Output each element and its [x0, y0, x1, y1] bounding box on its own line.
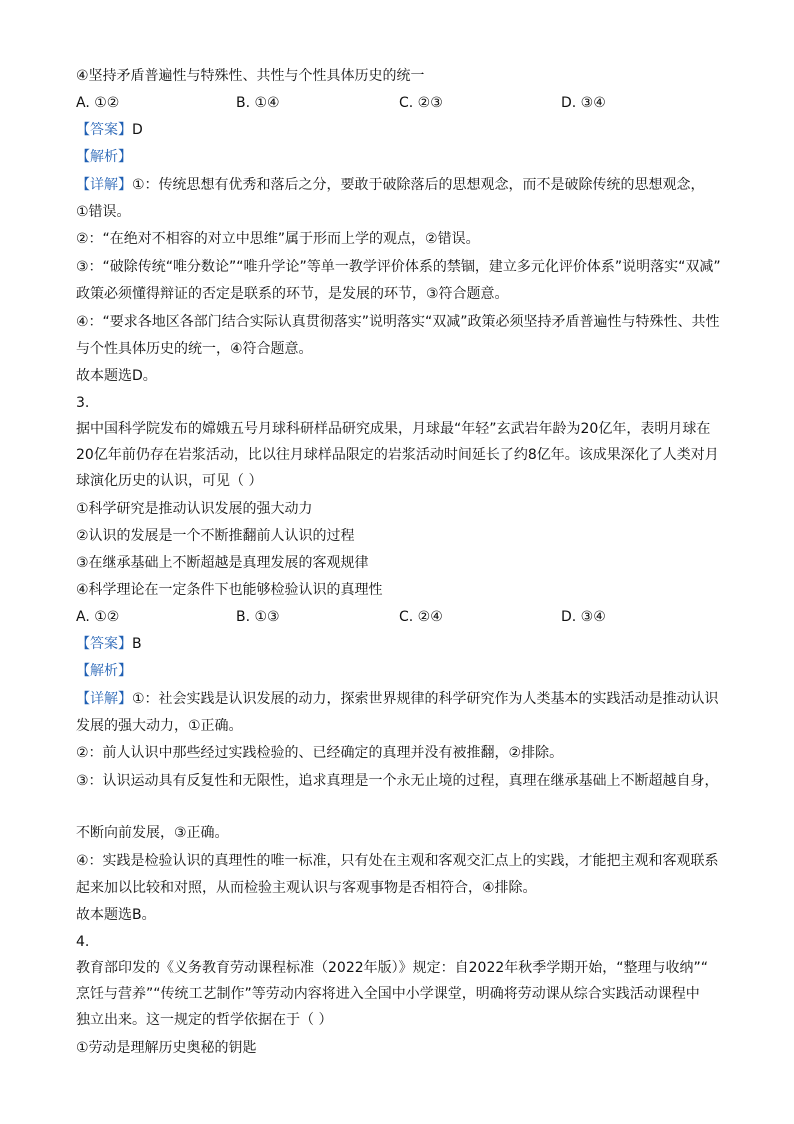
q3-stem-line: 球演化历史的认识，可见（ ）: [76, 473, 263, 489]
q2-detail-line: ②：“在绝对不相容的对立中思维”属于形而上学的观点，②错误。: [76, 231, 480, 247]
q3-option-2: ②认识的发展是一个不断推翻前人认识的过程: [76, 528, 355, 544]
q4-option-1: ①劳动是理解历史奥秘的钥匙: [76, 1040, 257, 1056]
q2-detail-line: 【详解】①：传统思想有优秀和落后之分，要敢于破除落后的思想观念，而不是破除传统的思想观念，: [76, 177, 705, 193]
q2-choice-d: D. ③④: [561, 95, 606, 111]
detail-tag: 【详解】: [76, 177, 132, 193]
answer-value: D: [132, 122, 143, 138]
q3-option-3: ③在继承基础上不断超越是真理发展的客观规律: [76, 555, 369, 571]
answer-value: B: [132, 636, 142, 652]
q2-detail-line: ③：“破除传统“唯分数论”“唯升学论”等单一教学评价体系的禁锢，建立多元化评价体系”说明落实“双减”: [76, 259, 721, 275]
q2-choice-c: C. ②③: [399, 95, 443, 111]
q3-choice-a: A. ①②: [76, 609, 120, 625]
q2-detail-line: ①错误。: [76, 204, 131, 220]
answer-tag: 【答案】: [76, 636, 132, 652]
answer-tag: 【答案】: [76, 122, 132, 138]
q3-detail-line: 起来加以比较和对照，从而检验主观认识与客观事物是否相符合，④排除。: [76, 880, 537, 896]
q3-option-4: ④科学理论在一定条件下也能够检验认识的真理性: [76, 582, 383, 598]
q3-number: 3.: [76, 395, 90, 411]
q2-detail-line: ④：“要求各地区各部门结合实际认真贯彻落实”说明落实“双减”政策必须坚持矛盾普遍性与特殊性、共性: [76, 314, 720, 330]
q4-stem-line: 独立出来。这一规定的哲学依据在于（ ）: [76, 1012, 333, 1028]
q3-answer: [76, 634, 726, 654]
q4-stem-line: 烹饪与营养”“传统工艺制作”等劳动内容将进入全国中小学课堂，明确将劳动课从综合实践活动课程中: [76, 986, 700, 1002]
q3-choice-c: C. ②④: [399, 609, 443, 625]
q3-analysis-tag: 【解析】: [76, 663, 132, 679]
q3-detail-line: ③：认识运动具有反复性和无限性，追求真理是一个永无止境的过程，真理在继承基础上不断超越自身，: [76, 773, 719, 789]
q4-number: 4.: [76, 934, 90, 950]
q3-detail-line: 不断向前发展，③正确。: [76, 825, 229, 841]
q4-stem-line: 教育部印发的《义务教育劳动课程标准（2022年版）》规定：自2022年秋季学期开始，“整理与收纳”“: [76, 960, 709, 976]
q3-stem-line: 20亿年前仍存在岩浆活动，比以往月球样品限定的岩浆活动时间延长了约8亿年。该成果深化了人类对月: [76, 447, 719, 463]
q2-choices: [76, 93, 726, 113]
q2-choice-b: B. ①④: [236, 95, 280, 111]
q2-answer: [76, 120, 726, 140]
q3-detail-line: 【详解】①：社会实践是认识发展的动力，探索世界规律的科学研究作为人类基本的实践活动是推动认识: [76, 691, 719, 707]
q3-option-1: ①科学研究是推动认识发展的强大动力: [76, 501, 313, 517]
detail-tag: 【详解】: [76, 691, 132, 707]
q2-option-4: ④坚持矛盾普遍性与特殊性、共性与个性具体历史的统一: [76, 68, 425, 84]
q3-choices: [76, 607, 726, 627]
q3-detail-line: 发展的强大动力，①正确。: [76, 718, 243, 734]
q2-analysis-tag: 【解析】: [76, 149, 132, 165]
q3-stem-line: 据中国科学院发布的嫦娥五号月球科研样品研究成果，月球最“年轻”玄武岩年龄为20亿年，表明月球在: [76, 421, 711, 437]
q2-choice-a: A. ①②: [76, 95, 120, 111]
q2-detail-line: 与个性具体历史的统一，④符合题意。: [76, 341, 313, 357]
q3-choice-b: B. ①③: [236, 609, 280, 625]
q3-conclusion: 故本题选B。: [76, 907, 156, 923]
q3-choice-d: D. ③④: [561, 609, 606, 625]
q2-detail-line: 政策必须懂得辩证的否定是联系的环节，是发展的环节，③符合题意。: [76, 286, 509, 302]
q3-detail-line: ②：前人认识中那些经过实践检验的、已经确定的真理并没有被推翻，②排除。: [76, 745, 564, 761]
q2-conclusion: 故本题选D。: [76, 368, 157, 384]
q3-detail-line: ④：实践是检验认识的真理性的唯一标准，只有处在主观和客观交汇点上的实践，才能把主观和客观联系: [76, 853, 719, 869]
